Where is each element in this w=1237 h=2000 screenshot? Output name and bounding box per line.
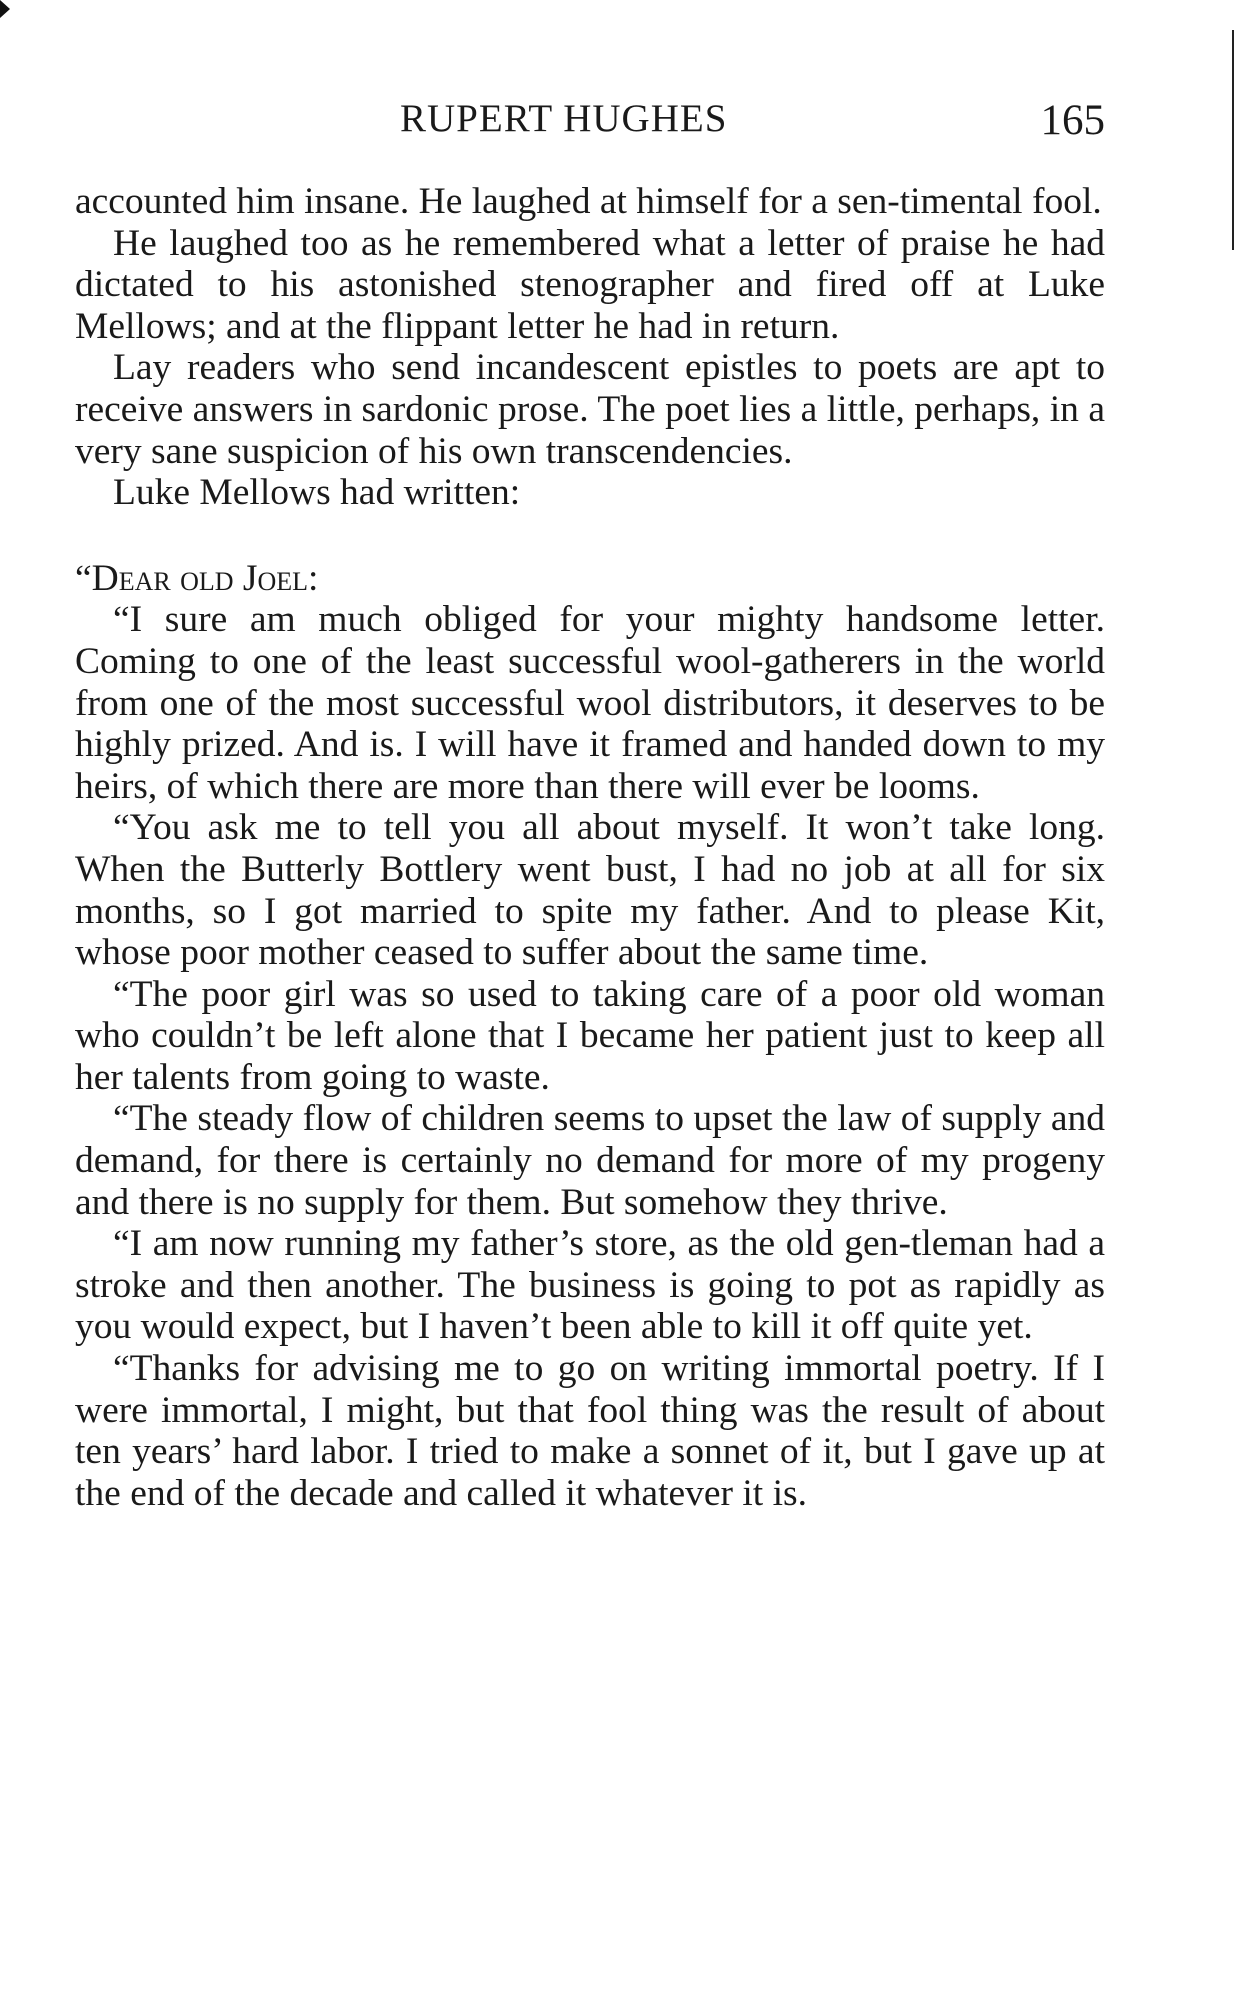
scan-corner-mark	[0, 0, 10, 18]
letter-paragraph-obliged: “I sure am much obliged for your mighty handsome letter. Coming to one of the least successful wool-gatherers in the world from one of the most successful wool distributors, it deserves to be highly prized. And is. I will have it framed and handed down to my heirs, of which there are more than there will ever be looms.	[75, 599, 1105, 807]
letter-salutation: “Dear old Joel:	[75, 557, 319, 599]
paragraph-lay-readers: Lay readers who send incandescent epistles to poets are apt to receive answers in sardonic prose. The poet lies a little, perhaps, in a very sane suspicion of his own transcendencies.	[75, 347, 1105, 472]
paragraph-laughed: He laughed too as he remembered what a letter of praise he had dictated to his astonished stenographer and fired off at Luke Mellows; and at the flippant letter he had in return.	[75, 222, 1105, 347]
page-edge-line	[1232, 30, 1234, 250]
page-body	[75, 181, 1105, 1514]
page-number: 165	[1040, 97, 1105, 144]
running-head	[75, 96, 1105, 146]
letter-paragraph-poetry: “Thanks for advising me to go on writing immortal poetry. If I were immortal, I might, but that fool thing was the result of about ten years’ hard labor. I tried to make a sonnet of it, but I gave up at the end of the decade and called it whatever it is.	[75, 1348, 1105, 1514]
letter-paragraph-store: “I am now running my father’s store, as the old gen-tleman had a stroke and then another. The business is going to pot as rapidly as you would expect, but I haven’t been able to kill it off quite yet.	[75, 1223, 1105, 1348]
paragraph-accounted: accounted him insane. He laughed at himself for a sen-timental fool.	[75, 181, 1102, 222]
letter-paragraph-about-myself: “You ask me to tell you all about myself. It won’t take long. When the Butterly Bottlery went bust, I had no job at all for six months, so I got married to spite my father. And to please Kit, whose poor mother ceased to suffer about the same time.	[75, 807, 1105, 974]
paragraph-had-written: Luke Mellows had written:	[113, 472, 521, 514]
letter-paragraph-poor-girl: “The poor girl was so used to taking care of a poor old woman who couldn’t be left alone that I became her patient just to keep all her talents from going to waste.	[75, 973, 1105, 1098]
running-title: RUPERT HUGHES	[400, 97, 728, 140]
letter-paragraph-children: “The steady flow of children seems to upset the law of supply and demand, for there is certainly no demand for more of my progeny and there is no supply for them. But somehow they thrive.	[75, 1098, 1105, 1223]
